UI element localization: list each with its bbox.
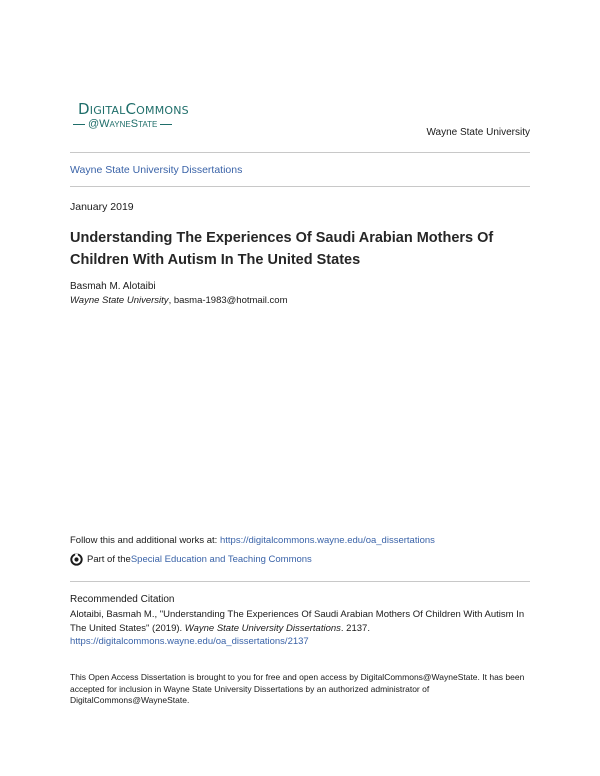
divider-series xyxy=(70,186,530,187)
logo-line1: DigitalCommons xyxy=(78,100,189,118)
university-name: Wayne State University xyxy=(426,127,530,138)
citation-series: Wayne State University Dissertations xyxy=(184,622,341,634)
divider-citation xyxy=(70,581,530,582)
publication-date: January 2019 xyxy=(70,201,134,213)
logo-rule-right xyxy=(160,124,172,125)
citation-link[interactable]: https://digitalcommons.wayne.edu/oa_dissertations/2137 xyxy=(70,636,309,647)
series-link[interactable]: Wayne State University Dissertations xyxy=(70,164,243,176)
document-title: Understanding The Experiences Of Saudi Arabian Mothers Of Children With Autism In The United States xyxy=(70,230,494,268)
part-of-line xyxy=(70,553,312,566)
citation-body: Alotaibi, Basmah M., "Understanding The Experiences Of Saudi Arabian Mothers Of Children With Autism In The United States" (2019). xyxy=(70,609,525,634)
logo-subline xyxy=(70,118,175,130)
author-email: , basma-1983@hotmail.com xyxy=(168,295,288,306)
commons-network-icon xyxy=(70,553,83,566)
follow-prefix: Follow this and additional works at: xyxy=(70,535,220,546)
author-affiliation xyxy=(70,295,288,306)
follow-line xyxy=(70,535,435,546)
logo-line2: @WayneState xyxy=(88,118,158,130)
logo-rule-left xyxy=(73,124,85,125)
digitalcommons-logo xyxy=(70,100,220,134)
author-institution: Wayne State University xyxy=(70,295,169,306)
recommended-citation-heading: Recommended Citation xyxy=(70,594,175,605)
commons-link[interactable]: Special Education and Teaching Commons xyxy=(130,554,312,565)
citation-number: . 2137. xyxy=(340,622,370,634)
citation-text xyxy=(70,608,532,649)
follow-link[interactable]: https://digitalcommons.wayne.edu/oa_dissertations xyxy=(219,535,435,546)
author-name: Basmah M. Alotaibi xyxy=(70,281,156,292)
divider-top xyxy=(70,152,530,153)
logo-wordmark xyxy=(78,100,189,118)
open-access-notice: This Open Access Dissertation is brought to you for free and open access by DigitalCommons@WayneState. It has been accepted for inclusion in Wayne State University Dissertations by an authorized administrator of DigitalCommons@WayneState. xyxy=(70,672,525,705)
part-of-prefix: Part of the xyxy=(87,554,131,565)
